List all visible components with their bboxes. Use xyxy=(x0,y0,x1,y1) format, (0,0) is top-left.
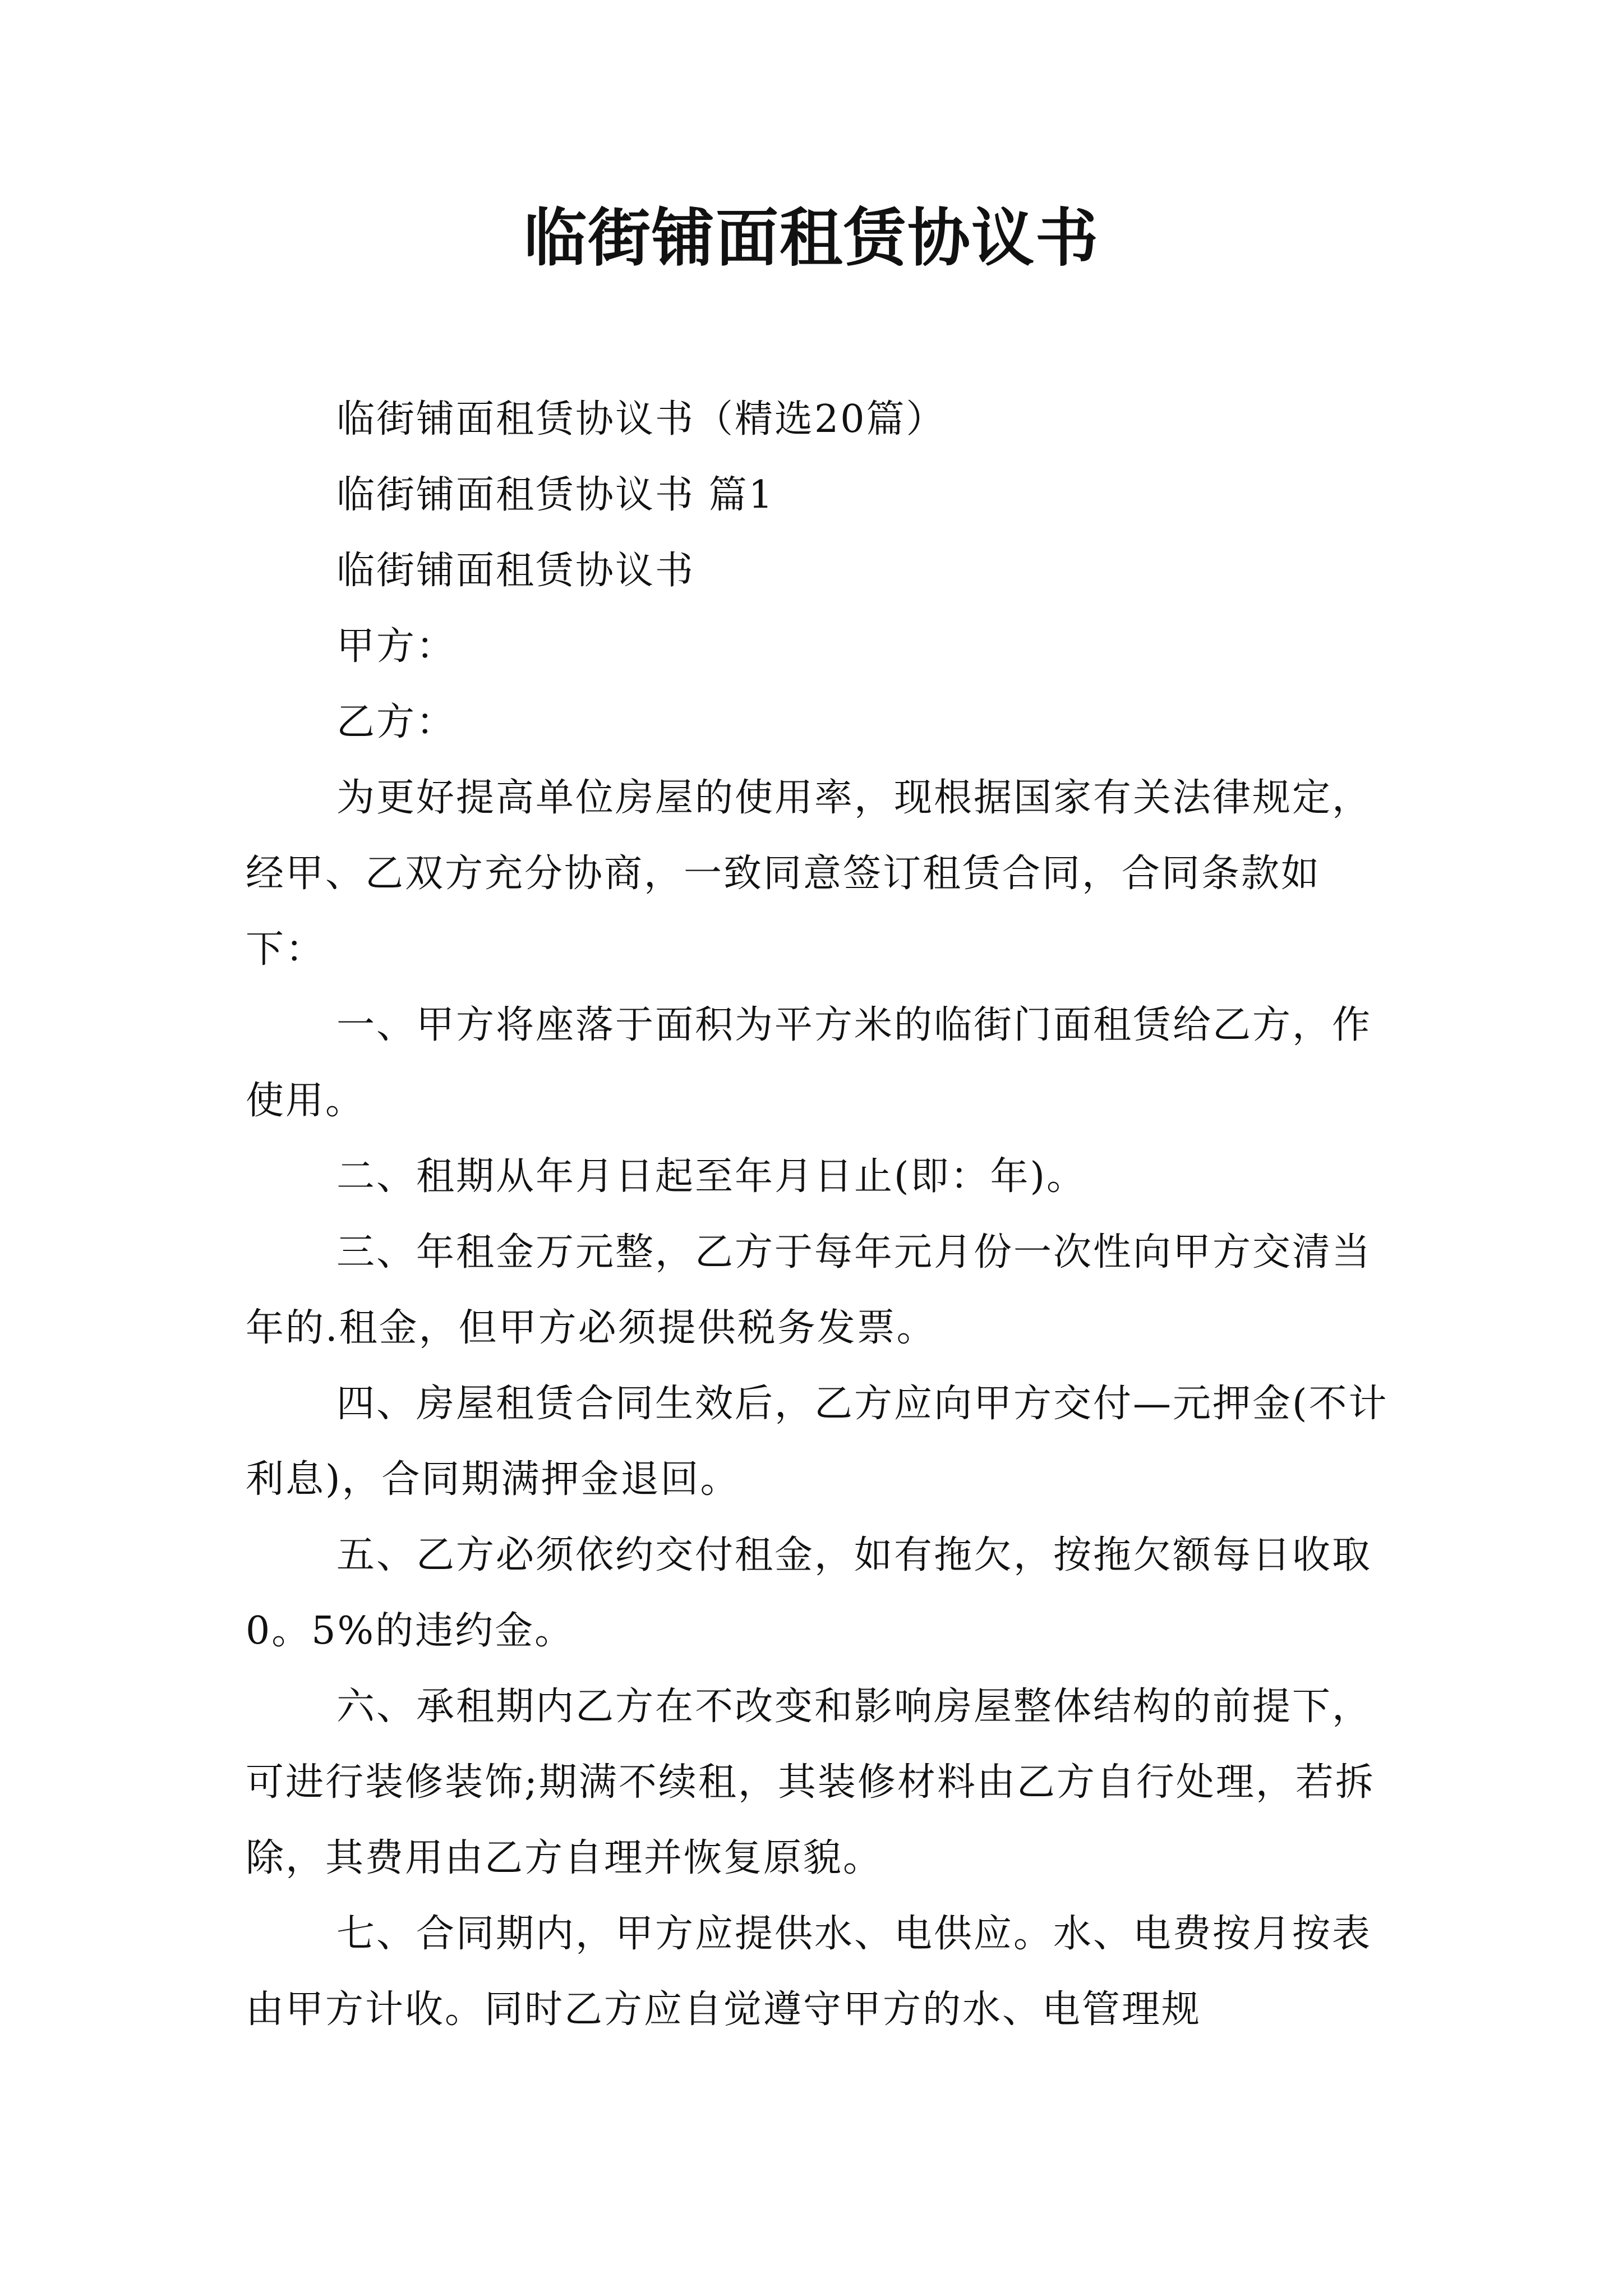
document-title: 临街铺面租赁协议书 xyxy=(524,202,1099,275)
paragraph: 临街铺面租赁协议书 xyxy=(336,549,695,593)
paragraph: 临街铺面租赁协议书（精选20篇） xyxy=(336,397,946,441)
paragraph: 为更好提高单位房屋的使用率，现根据国家有关法律规定，经甲、乙双方充分协商，一致同意签订租赁合同，合同条款如下： xyxy=(246,776,1372,972)
paragraph: 甲方： xyxy=(336,624,457,669)
paragraph: 四、房屋租赁合同生效后，乙方应向甲方交付—元押金(不计利息)，合同期满押金退回。 xyxy=(246,1382,1389,1502)
paragraph: 五、乙方必须依约交付租金，如有拖欠，按拖欠额每日收取0。5%的违约金。 xyxy=(246,1533,1372,1653)
paragraph: 二、租期从年月日起至年月日止(即：年)。 xyxy=(336,1154,1087,1199)
paragraph: 临街铺面租赁协议书 篇1 xyxy=(336,473,774,517)
paragraph: 乙方： xyxy=(336,700,457,744)
paragraph: 一、甲方将座落于面积为平方米的临街门面租赁给乙方，作使用。 xyxy=(246,1003,1372,1123)
paragraph: 六、承租期内乙方在不改变和影响房屋整体结构的前提下，可进行装修装饰;期满不续租，其装修材料由乙方自行处理，若拆除，其费用由乙方自理并恢复原貌。 xyxy=(246,1685,1375,1880)
document-body xyxy=(246,381,1395,2047)
paragraph: 七、合同期内，甲方应提供水、电供应。水、电费按月按表由甲方计收。同时乙方应自觉遵守甲方的水、电管理规 xyxy=(246,1912,1372,2032)
paragraph: 三、年租金万元整，乙方于每年元月份一次性向甲方交清当年的.租金，但甲方必须提供税务发票。 xyxy=(246,1230,1372,1350)
